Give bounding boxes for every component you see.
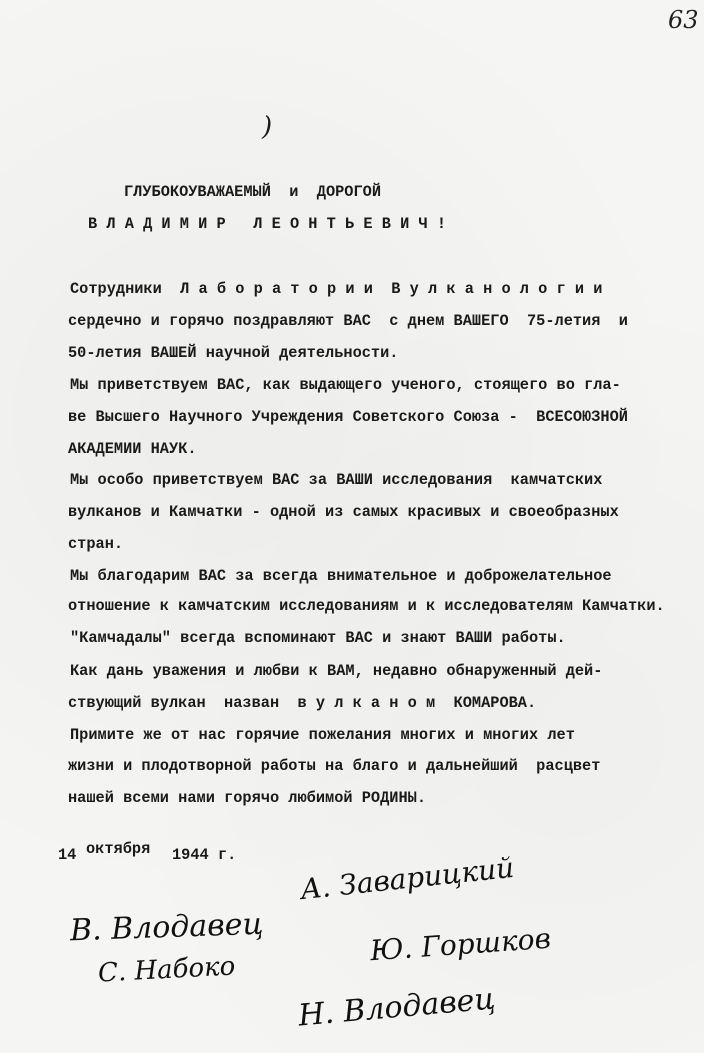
body-line: "Камчадалы" всегда вспоминают ВАС и знают ВАШИ работы. (70, 629, 566, 647)
body-line: жизни и плодотворной работы на благо и дальнейший расцвет (68, 757, 601, 775)
body-line: отношение к камчатским исследованиям и к исследователям Камчатки. (68, 597, 665, 615)
date-year: 1944 г. (172, 846, 237, 864)
body-line: 50-летия ВАШЕЙ научной деятельности. (68, 344, 399, 362)
page-number: 63 (668, 6, 699, 34)
signature-3: Ю. Горшков (369, 921, 552, 968)
body-line: Примите же от нас горячие пожелания многих и многих лет (70, 726, 575, 744)
signature-5: Н. Влодавец (296, 981, 497, 1034)
body-line: Как дань уважения и любви к ВАМ, недавно обнаруженный дей- (70, 662, 603, 680)
signature-1: А. Заварицкий (298, 850, 516, 907)
signature-4: С. Набоко (97, 951, 237, 989)
salutation-line-1: ГЛУБОКОУВАЖАЕМЫЙ и ДОРОГОЙ (124, 183, 382, 201)
body-line: стран. (68, 535, 124, 553)
date-day: 14 (58, 846, 77, 864)
margin-mark: ) (262, 112, 273, 142)
body-line: сердечно и горячо поздравляют ВАС с днем ВАШЕГО 75-летия и (68, 312, 628, 330)
body-line: АКАДЕМИИ НАУК. (68, 440, 197, 458)
body-line: ве Высшего Научного Учреждения Советского Союза - ВСЕСОЮЗНОЙ (68, 408, 628, 426)
body-line: вулканов и Камчатки - одной из самых красивых и своеобразных (68, 503, 619, 521)
body-line: Мы приветствуем ВАС, как выдающего ученого, стоящего во гла- (70, 376, 621, 394)
signature-2: В. Влодавец (69, 906, 264, 949)
body-line: нашей всеми нами горячо любимой РОДИНЫ. (68, 789, 427, 807)
body-line: Сотрудники Л а б о р а т о р и и В у л к а н о л о г и и (70, 280, 603, 298)
body-line: Мы особо приветствуем ВАС за ВАШИ исследования камчатских (70, 471, 603, 489)
salutation-line-2: В Л А Д И М И Р Л Е О Н Т Ь Е В И Ч ! (88, 215, 447, 233)
body-line: Мы благодарим ВАС за всегда внимательное и доброжелательное (70, 567, 612, 585)
date-month: октября (86, 840, 151, 858)
body-line: ствующий вулкан назван в у л к а н о м КОМАРОВА. (68, 694, 537, 712)
